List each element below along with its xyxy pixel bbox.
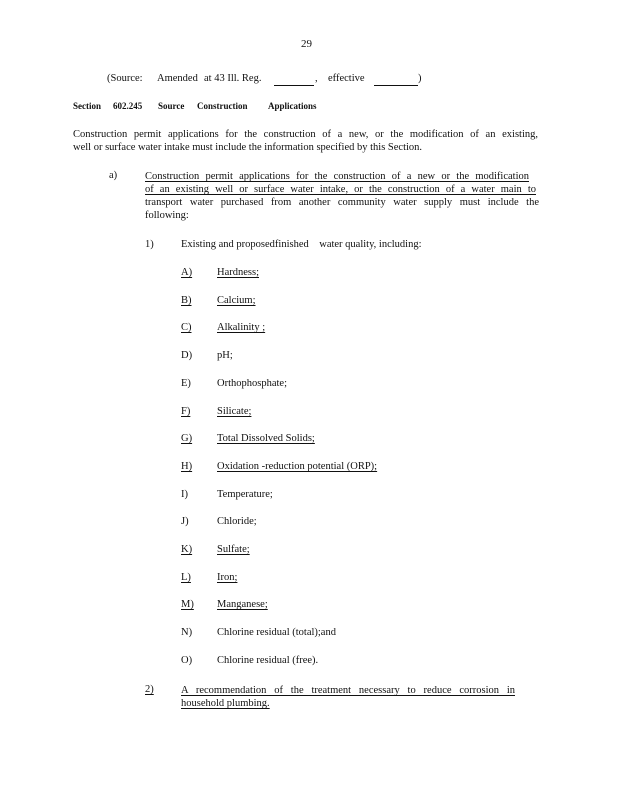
list-item-label: D) [181,350,193,361]
list-item-text: Silicate; [217,406,252,417]
item-1-text-a: Existing and proposed [181,239,275,250]
list-item-label: C) [181,322,192,333]
list-item-text: Temperature; [217,489,273,500]
list-item-label: K) [181,544,193,555]
list-item-text: Iron; [217,572,238,583]
list-item-label: H) [181,461,193,472]
list-item-text: Alkalinity ; [217,322,266,333]
list-item-text: Chlorine residual (total);and [217,627,336,638]
item-1-label: 1) [145,239,154,250]
list-item-label: B) [181,295,192,306]
document-page: 29 (Source: Amended at 43 Ill. Reg. , effective ) Section 602.245 Source Construction Applications Construction permit applications for the construction of a new, or the modification of an existing, well or surface water intake must include the information specified by this Section. a) Construction permit applications for the construction of a new or the modification of an existing well or surface water intake, or the construction of a water main to transport water purchased from another community water supply must include the following: 1) Existing and proposedfinished water quality, including: A) Hardness; B) Calcium; C) Alkalinity ; D) pH; E) Orthophosphate; F) Silicate; G) Total Dissolved Solids; H) Oxidation -reduction potential (ORP); I) Temperature; J) Chloride; K) Sulfate; L) Iron; M) Manganese; N) Chlorine residual (total);and O) Chlorine residual (free). 2) A recommendation of the treatment necessary to reduce corrosion in household plumbing. [73,38,539,709]
section-title-1: Source [158,101,185,111]
list-item-label: E) [181,378,191,389]
reg-blank [274,75,314,86]
list-item-text: pH; [217,350,233,361]
intro-line-1: Construction permit applications for the construction of a new, or the modification of an existing, [73,129,538,140]
list-item-text: Chlorine residual (free). [217,655,319,666]
list-item-label: M) [181,599,194,610]
item-1-text-d: , including: [373,239,422,250]
list-item-label: G) [181,433,193,444]
item-1-text-b: finished [274,239,309,250]
list-item-text: Hardness; [217,267,259,278]
intro-paragraph [73,128,538,154]
list-item-text: Manganese; [217,599,268,610]
source-open: (Source: [107,73,143,84]
source-effective: effective [328,73,365,84]
source-amended: Amended [157,73,198,84]
section-title-3: Applications [268,101,317,111]
list-item-text: Orthophosphate; [217,378,287,389]
intro-line-2: well or surface water intake must include the information specified by this Section. [73,142,423,153]
section-title-2: Construction [197,101,248,111]
sub-a-line-1: Construction permit applications for the construction of a new or the modification [145,171,529,182]
list-item-label: L) [181,572,191,583]
sub-a-line-3: transport water purchased from another community water supply must include the [145,197,539,208]
item-2-text [181,684,515,710]
list-item-text: Sulfate; [217,544,250,555]
list-item-label: O) [181,655,193,666]
section-label: Section [73,101,101,111]
item-2-line-1: A recommendation of the treatment necessary to reduce corrosion in [181,685,515,696]
effective-blank [374,75,418,86]
list-item-text: Calcium; [217,295,256,306]
item-1-text-c: water quality [319,239,374,250]
list-item-label: F) [181,406,191,417]
section-number: 602.245 [113,101,143,111]
list-item-label: I) [181,489,188,500]
subsection-a-label: a) [109,170,118,181]
list-item-text: Total Dissolved Solids; [217,433,315,444]
list-item-label: N) [181,627,193,638]
source-reg: at 43 Ill. Reg. [204,73,262,84]
list-item-label: J) [181,516,189,527]
item-2-label: 2) [145,684,154,695]
item-2-line-2: household plumbing. [181,698,270,709]
list-item-text: Chloride; [217,516,257,527]
list-item-label: A) [181,267,193,278]
sub-a-line-2: of an existing well or surface water intake, or the construction of a water main to [145,184,536,195]
subsection-a-text [145,170,539,222]
list-item-text: Oxidation -reduction potential (ORP); [217,461,378,472]
source-close: ) [418,73,422,84]
item-1-text [181,239,422,250]
sub-a-line-4: following: [145,210,189,221]
page-number: 29 [301,38,312,50]
